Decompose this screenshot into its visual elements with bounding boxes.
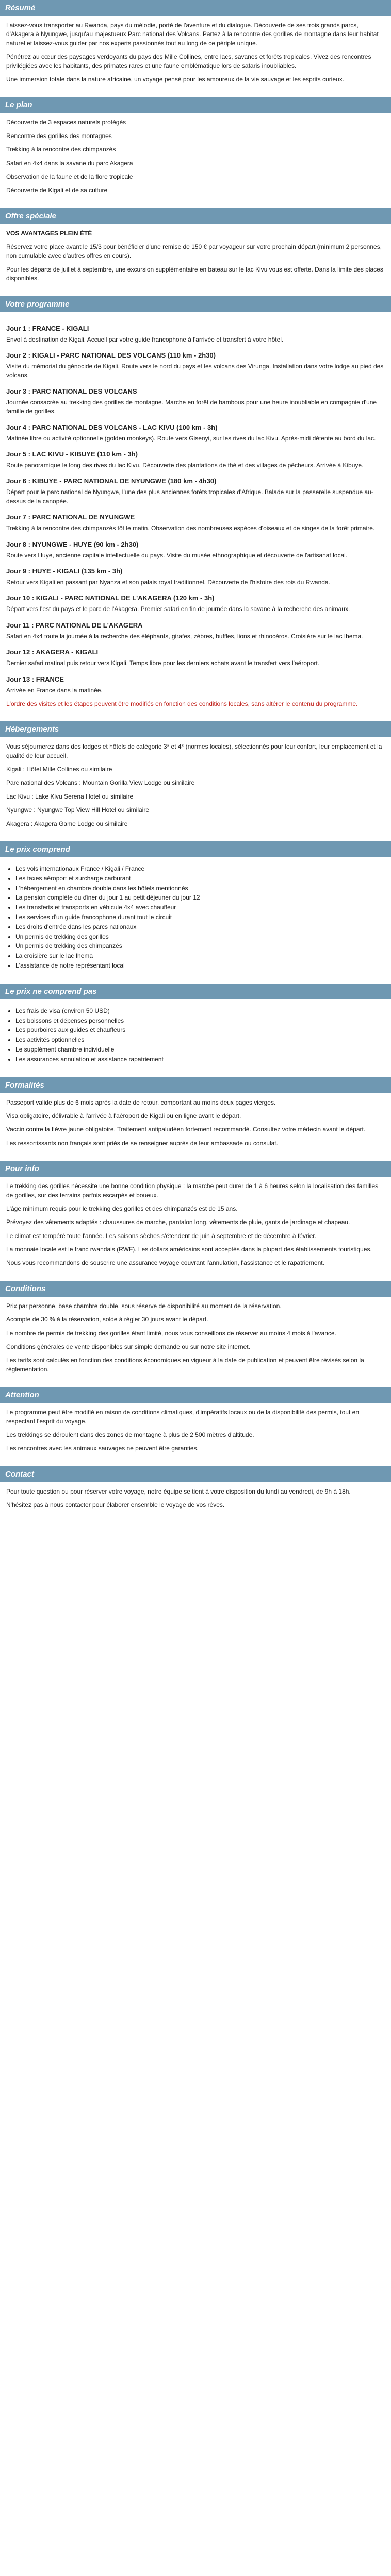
inclus-title: Le prix comprend xyxy=(0,841,391,857)
offre-heading: VOS AVANTAGES PLEIN ÉTÉ xyxy=(6,229,92,237)
non-inclus-list xyxy=(15,1007,385,1064)
day-12 xyxy=(6,648,385,668)
day-text: Visite du mémorial du génocide de Kigali. Route vers le nord du pays et les volcans des Virunga. Installation dans votre lodge au pied des volcans. xyxy=(6,363,384,379)
inclus-list xyxy=(15,865,385,970)
formalites-title: Formalités xyxy=(0,1077,391,1093)
plan-line: Découverte de 3 espaces naturels protégés xyxy=(6,118,126,126)
list-item: • Les droits d'entrée dans les parcs nationaux xyxy=(15,923,385,931)
formalites-paragraph: Vaccin contre la fièvre jaune obligatoire. Traitement antipaludéen fortement recommandé. Consultez votre médecin avant le départ. xyxy=(6,1126,366,1133)
day-4 xyxy=(6,423,385,443)
formalites-section xyxy=(0,1077,391,1161)
infos-paragraph: Le trekking des gorilles nécessite une bonne condition physique : la marche peut durer de 1 à 6 heures selon la localisation des familles de gorilles, sur des terrains parfois escarpés et boueux. xyxy=(6,1182,379,1199)
day-title: Jour 13 : FRANCE xyxy=(6,675,64,683)
day-title: Jour 8 : NYUNGWE - HUYE (90 km - 2h30) xyxy=(6,540,139,548)
day-text: Retour vers Kigali en passant par Nyanza et son palais royal traditionnel. Découverte de l'histoire des rois du Rwanda. xyxy=(6,578,330,586)
day-text: Trekking à la rencontre des chimpanzés tôt le matin. Observation des nombreuses espèces d'oiseaux et de singes de la forêt primaire. xyxy=(6,524,375,532)
infos-paragraph: L'âge minimum requis pour le trekking des gorilles et des chimpanzés est de 15 ans. xyxy=(6,1205,238,1212)
day-2 xyxy=(6,351,385,380)
conditions-paragraph: Prix par personne, base chambre double, sous réserve de disponibilité au moment de la réservation. xyxy=(6,1302,282,1310)
list-item: • L'assistance de notre représentant local xyxy=(15,961,385,970)
resume-title: Résumé xyxy=(0,0,391,16)
formalites-paragraph: Passeport valide plus de 6 mois après la date de retour, comportant au moins deux pages vierges. xyxy=(6,1098,276,1106)
list-item: • L'hébergement en chambre double dans les hôtels mentionnés xyxy=(15,884,385,893)
hebergements-paragraph: Vous séjournerez dans des lodges et hôtels de catégorie 3* et 4* (normes locales), sélectionnés pour leur confort, leur emplacement et la qualité de leur accueil. xyxy=(6,743,382,759)
day-title: Jour 6 : KIBUYE - PARC NATIONAL DE NYUNGWE (180 km - 4h30) xyxy=(6,477,217,485)
hebergements-paragraph: Akagera : Akagera Game Lodge ou similaire xyxy=(6,820,128,827)
conditions-paragraph: Les tarifs sont calculés en fonction des conditions économiques en vigueur à la date de publication et peuvent être révisés selon la réglementation. xyxy=(6,1357,364,1373)
list-item: • Les boissons et dépenses personnelles xyxy=(15,1016,385,1025)
attention-paragraph: Les trekkings se déroulent dans des zones de montagne à plus de 2 500 mètres d'altitude. xyxy=(6,1431,254,1438)
day-text: Départ vers l'est du pays et le parc de l'Akagera. Premier safari en fin de journée dans la savane à la recherche des animaux. xyxy=(6,605,350,613)
infos-paragraph: Le climat est tempéré toute l'année. Les saisons sèches s'étendent de juin à septembre et de décembre à février. xyxy=(6,1232,316,1240)
plan-line: Safari en 4x4 dans la savane du parc Akagera xyxy=(6,159,133,167)
day-11 xyxy=(6,621,385,641)
conditions-paragraph: Conditions générales de vente disponibles sur simple demande ou sur notre site internet. xyxy=(6,1343,250,1351)
resume-section xyxy=(0,0,391,97)
contact-paragraph: N'hésitez pas à nous contacter pour élaborer ensemble le voyage de vos rêves. xyxy=(6,1501,225,1509)
plan-title: Le plan xyxy=(0,97,391,113)
day-text: Départ pour le parc national de Nyungwe, l'une des plus anciennes forêts tropicales d'Afrique. Balade sur la passerelle suspendue au-dessus de la canopée. xyxy=(6,488,373,505)
conditions-title: Conditions xyxy=(0,1281,391,1297)
day-text: Route panoramique le long des rives du lac Kivu. Découverte des plantations de thé et des villages de pêcheurs. Arrivée à Kibuye. xyxy=(6,461,364,469)
day-1 xyxy=(6,325,385,344)
plan-line: Rencontre des gorilles des montagnes xyxy=(6,132,112,140)
contact-section xyxy=(0,1466,391,1523)
day-title: Jour 7 : PARC NATIONAL DE NYUNGWE xyxy=(6,513,135,521)
hebergements-paragraph: Kigali : Hôtel Mille Collines ou similaire xyxy=(6,766,112,773)
list-item: • Les assurances annulation et assistance rapatriement xyxy=(15,1055,385,1064)
resume-paragraph: Une immersion totale dans la nature africaine, un voyage pensé pour les amoureux de la vie sauvage et les esprits curieux. xyxy=(6,75,345,83)
day-title: Jour 1 : FRANCE - KIGALI xyxy=(6,324,89,332)
day-6 xyxy=(6,477,385,506)
day-text: Envol à destination de Kigali. Accueil par votre guide francophone à l'arrivée et transfert à votre hôtel. xyxy=(6,335,284,343)
infos-title: Pour info xyxy=(0,1161,391,1177)
list-item: • Le supplément chambre individuelle xyxy=(15,1045,385,1054)
conditions-paragraph: Le nombre de permis de trekking des gorilles étant limité, nous vous conseillons de réserver au moins 4 mois à l'avance. xyxy=(6,1329,336,1337)
day-7 xyxy=(6,513,385,533)
formalites-paragraph: Visa obligatoire, délivrable à l'arrivée à l'aéroport de Kigali ou en ligne avant le départ. xyxy=(6,1112,241,1120)
list-item: • Un permis de trekking des chimpanzés xyxy=(15,942,385,951)
programme-note: L'ordre des visites et les étapes peuvent être modifiés en fonction des conditions locales, sans altérer le contenu du programme. xyxy=(6,700,358,707)
day-text: Arrivée en France dans la matinée. xyxy=(6,686,103,694)
hebergements-paragraph: Nyungwe : Nyungwe Top View Hill Hotel ou similaire xyxy=(6,806,150,814)
plan-line: Découverte de Kigali et de sa culture xyxy=(6,187,108,194)
plan-section xyxy=(0,97,391,208)
offre-paragraph: Réservez votre place avant le 15/3 pour bénéficier d'une remise de 150 € par voyageur sur votre prochain départ (minimum 2 personnes, non cumulable avec d'autres offres en cours). xyxy=(6,243,382,260)
day-title: Jour 3 : PARC NATIONAL DES VOLCANS xyxy=(6,387,137,395)
plan-line: Observation de la faune et de la flore tropicale xyxy=(6,173,133,180)
list-item: • Les vols internationaux France / Kigali / France xyxy=(15,865,385,873)
day-title: Jour 10 : KIGALI - PARC NATIONAL DE L'AKAGERA (120 km - 3h) xyxy=(6,594,215,602)
infos-section xyxy=(0,1161,391,1281)
infos-paragraph: Nous vous recommandons de souscrire une assurance voyage couvrant l'annulation, l'assistance et le rapatriement. xyxy=(6,1259,324,1267)
attention-title: Attention xyxy=(0,1387,391,1403)
day-title: Jour 5 : LAC KIVU - KIBUYE (110 km - 3h) xyxy=(6,450,138,458)
offre-title: Offre spéciale xyxy=(0,208,391,224)
list-item: • La croisière sur le lac Ihema xyxy=(15,952,385,960)
infos-paragraph: Prévoyez des vêtements adaptés : chaussures de marche, pantalon long, vêtements de pluie, gants de jardinage et chapeau. xyxy=(6,1218,350,1226)
day-title: Jour 4 : PARC NATIONAL DES VOLCANS - LAC KIVU (100 km - 3h) xyxy=(6,423,218,431)
infos-paragraph: La monnaie locale est le franc rwandais (RWF). Les dollars américains sont acceptés dans la plupart des établissements touristiques. xyxy=(6,1246,372,1253)
list-item: • Les taxes aéroport et surcharge carburant xyxy=(15,874,385,883)
contact-paragraph: Pour toute question ou pour réserver votre voyage, notre équipe se tient à votre disposition du lundi au vendredi, de 9h à 18h. xyxy=(6,1487,351,1495)
attention-paragraph: Le programme peut être modifié en raison de conditions climatiques, d'impératifs locaux ou de la disponibilité des permis, tout en respectant l'esprit du voyage. xyxy=(6,1409,359,1425)
day-title: Jour 9 : HUYE - KIGALI (135 km - 3h) xyxy=(6,567,123,575)
list-item: • La pension complète du dîner du jour 1 au petit déjeuner du jour 12 xyxy=(15,893,385,902)
day-title: Jour 2 : KIGALI - PARC NATIONAL DES VOLCANS (110 km - 2h30) xyxy=(6,351,216,360)
list-item: • Les pourboires aux guides et chauffeurs xyxy=(15,1026,385,1035)
list-item: • Les services d'un guide francophone durant tout le circuit xyxy=(15,913,385,922)
list-item: • Les activités optionnelles xyxy=(15,1036,385,1044)
day-title: Jour 11 : PARC NATIONAL DE L'AKAGERA xyxy=(6,621,143,629)
day-3 xyxy=(6,387,385,416)
day-text: Route vers Huye, ancienne capitale intellectuelle du pays. Visite du musée ethnographique et découverte de l'artisanat local. xyxy=(6,551,348,559)
contact-title: Contact xyxy=(0,1466,391,1482)
conditions-paragraph: Acompte de 30 % à la réservation, solde à régler 30 jours avant le départ. xyxy=(6,1316,208,1324)
resume-paragraph: Laissez-vous transporter au Rwanda, pays du mélodie, porté de l'aventure et du dialogue. Découverte de ses trois grands parcs, d'Akagera à Nyungwe, jusqu'au majestueux Parc national des Volcans. Partez à la rencontre des gorilles de montagne dans leur habitat naturel et laissez-vous guider par nos experts passionnés tout au long de ce périple unique. xyxy=(6,22,379,47)
day-5 xyxy=(6,450,385,470)
day-text: Matinée libre ou activité optionnelle (golden monkeys). Route vers Gisenyi, sur les rives du lac Kivu. Après-midi détente au bord du lac. xyxy=(6,434,376,442)
list-item: • Les frais de visa (environ 50 USD) xyxy=(15,1007,385,1015)
conditions-section xyxy=(0,1281,391,1387)
offre-paragraph: Pour les départs de juillet à septembre, une excursion supplémentaire en bateau sur le lac Kivu vous est offerte. Dans la limite des places disponibles. xyxy=(6,265,383,282)
list-item: • Un permis de trekking des gorilles xyxy=(15,933,385,941)
day-13 xyxy=(6,675,385,695)
list-item: • Les transferts et transports en véhicule 4x4 avec chauffeur xyxy=(15,903,385,912)
hebergements-title: Hébergements xyxy=(0,721,391,737)
non-inclus-section xyxy=(0,984,391,1077)
attention-section xyxy=(0,1387,391,1466)
programme-title: Votre programme xyxy=(0,296,391,312)
formalites-paragraph: Les ressortissants non français sont priés de se renseigner auprès de leur ambassade ou consulat. xyxy=(6,1139,278,1147)
hebergements-section xyxy=(0,721,391,841)
non-inclus-title: Le prix ne comprend pas xyxy=(0,984,391,999)
plan-line: Trekking à la rencontre des chimpanzés xyxy=(6,146,116,154)
offre-section xyxy=(0,208,391,296)
attention-paragraph: Les rencontres avec les animaux sauvages ne peuvent être garanties. xyxy=(6,1445,199,1452)
day-10 xyxy=(6,594,385,614)
day-text: Journée consacrée au trekking des gorilles de montagne. Marche en forêt de bambous pour une heure inoubliable en compagnie d'une famille de gorilles. xyxy=(6,398,377,415)
day-8 xyxy=(6,540,385,560)
hebergements-paragraph: Parc national des Volcans : Mountain Gorilla View Lodge ou similaire xyxy=(6,779,195,787)
inclus-section xyxy=(0,841,391,984)
day-9 xyxy=(6,567,385,587)
programme-section xyxy=(0,296,391,722)
day-text: Dernier safari matinal puis retour vers Kigali. Temps libre pour les derniers achats avant le transfert vers l'aéroport. xyxy=(6,659,320,667)
day-text: Safari en 4x4 toute la journée à la recherche des éléphants, girafes, zèbres, buffles, lions et rhinocéros. Croisière sur le lac Ihema. xyxy=(6,632,363,640)
hebergements-paragraph: Lac Kivu : Lake Kivu Serena Hotel ou similaire xyxy=(6,792,134,800)
resume-paragraph: Pénétrez au cœur des paysages verdoyants du pays des Mille Collines, entre lacs, savanes et forêts tropicales. Vivez des rencontres privilégiées avec les habitants, des primates rares et une faune emblématique lors de safaris inoubliables. xyxy=(6,53,371,70)
day-title: Jour 12 : AKAGERA - KIGALI xyxy=(6,648,99,656)
